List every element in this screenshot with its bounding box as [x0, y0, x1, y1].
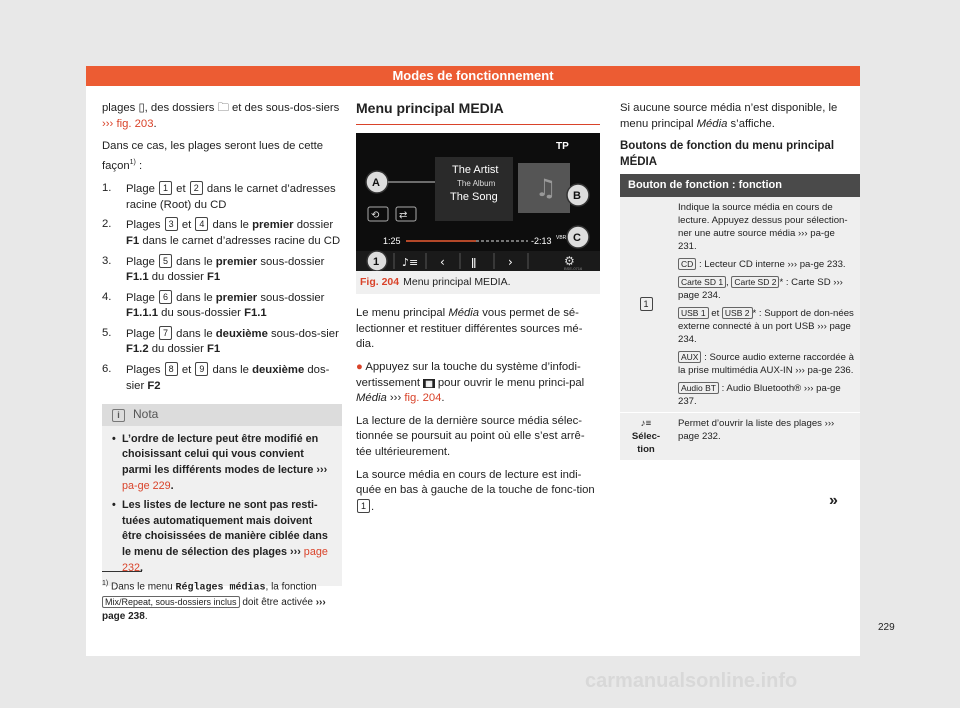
sd2-button: Carte SD 2	[731, 276, 779, 288]
folder-label: deuxième	[215, 327, 268, 340]
list-text: du sous-dossier	[158, 307, 245, 320]
table-row: 1 Indique la source média en cours de lecture. Appuyez dessus pour sélection-ner une autre source média ››› pa-ge 231. CD : Lecteur CD interne ››› pa-ge 233. Carte SD 1 , Carte SD 2 * : Carte SD ››› page 234. USB 1 et USB 2 * : Support de don-nées externe connecté à un port USB ››› page 234. AUX : Source audio externe raccordée à la prise multimédia AUX-IN ››› pa-ge 236. Audio BT : Audio Bluetooth® ››› pa-ge 237.	[620, 197, 860, 413]
media-screen-figure	[356, 133, 600, 271]
list-number: 3.	[102, 254, 112, 267]
svg-text:A: A	[372, 176, 380, 189]
playback-order-list	[102, 181, 342, 394]
list-text: sous-dossier	[257, 291, 325, 304]
section-title: Menu principal MEDIA	[356, 101, 600, 125]
table-header: Bouton de fonction : fonction	[620, 174, 860, 197]
next-icon: ›	[508, 254, 513, 269]
intro-paragraph: plages ▯, des dossiers 🗀 et des sous-dos-siers ››› fig. 203.	[102, 102, 340, 130]
fig-203-link[interactable]: fig. 203	[116, 117, 154, 130]
track-number-badge: 9	[195, 362, 208, 376]
page-238-link[interactable]: ››› page 238	[102, 597, 326, 623]
remaining-time: -2:13	[531, 235, 552, 246]
list-item	[102, 326, 342, 358]
aux-button: AUX	[678, 351, 701, 363]
list-text: sous-dossier	[257, 255, 325, 268]
manual-page	[86, 66, 895, 656]
usb2-button: USB 2	[722, 307, 753, 319]
folder-label: premier	[252, 219, 294, 232]
figure-code: BSE-0716	[564, 265, 583, 271]
list-text: du dossier	[148, 271, 208, 284]
table-row: ♪≡ Sélec-tion Permet d’ouvrir la liste des plages ››› page 232.	[620, 413, 860, 461]
note-item: • Les listes de lecture ne sont pas resti-tuées automatiquement mais doivent être choisissées de manière ciblée dans le menu de sélection des plages ››› page 232.	[112, 498, 332, 576]
footnote-divider	[102, 571, 142, 572]
list-text: dans le carnet d’adresses racine du CD	[139, 234, 341, 247]
track-number-badge: 7	[159, 326, 172, 340]
folder-label: premier	[215, 255, 258, 268]
elapsed-time: 1:25	[383, 235, 401, 246]
repeat-icon: ⟲	[371, 209, 380, 221]
list-text: Plage	[126, 327, 159, 340]
playlist-icon: ♪≡	[402, 255, 419, 269]
list-text: et	[173, 183, 189, 196]
continue-chevron: »	[829, 492, 838, 509]
usb1-button: USB 1	[678, 307, 709, 319]
track-icon: ▯	[138, 102, 145, 114]
list-number: 5.	[102, 326, 112, 339]
list-text: Plage	[126, 183, 159, 196]
page-229-link[interactable]: pa-ge 229	[122, 479, 171, 492]
media-screen-illustration	[356, 133, 600, 271]
song-name: The Song	[450, 190, 498, 203]
folder-label: F1	[126, 234, 140, 247]
folder-label: F1.1	[244, 307, 267, 320]
tp-indicator: TP	[556, 140, 569, 152]
track-number-badge: 1	[159, 181, 172, 195]
folder-label: premier	[215, 291, 258, 304]
track-number-badge: 4	[195, 217, 208, 231]
folder-label: F1	[207, 271, 221, 284]
list-text: dos-sier	[126, 364, 330, 392]
list-text: dossier	[293, 219, 334, 232]
no-source-paragraph: Si aucune source média n’est disponible, le menu principal Média s’affiche.	[620, 102, 838, 130]
page-number: 229	[878, 622, 895, 633]
cd-button: CD	[678, 258, 696, 270]
svg-text:1: 1	[373, 255, 380, 268]
mix-repeat-option: Mix/Repeat, sous-dossiers inclus	[102, 596, 240, 608]
folder-icon: 🗀	[217, 102, 229, 114]
list-number: 4.	[102, 290, 112, 303]
list-text: Plages	[126, 219, 164, 232]
info-icon: i	[112, 409, 125, 422]
pause-icon: ǁ	[471, 255, 477, 269]
list-item	[102, 254, 342, 286]
note-item: • L’ordre de lecture peut être modifié en choisissant celui qui vous convient parmi les différents modes de lecture ››› pa-ge 229.	[112, 432, 332, 494]
figure-caption: Fig. 204 Menu principal MEDIA.	[356, 271, 600, 295]
list-item	[102, 181, 342, 213]
list-text: sous-dos-sier	[267, 327, 339, 340]
folder-label: F1	[207, 343, 221, 356]
list-item	[102, 362, 342, 394]
list-text: dans le	[173, 255, 216, 268]
sd1-button: Carte SD 1	[678, 276, 726, 288]
note-list	[102, 432, 342, 576]
list-text: dans le	[173, 291, 216, 304]
note-header: i Nota	[102, 404, 342, 426]
vbr-indicator: VBR	[556, 234, 567, 241]
track-number-badge: 2	[190, 181, 203, 195]
source-paragraph: La source média en cours de lecture est indi-quée en bas à gauche de la touche de fonc-tion 1 .	[356, 468, 595, 513]
track-number-badge: 8	[165, 362, 178, 376]
artist-name: The Artist	[452, 163, 499, 176]
column-middle	[356, 101, 600, 522]
track-number-badge: 5	[159, 254, 172, 268]
fig-204-link[interactable]: fig. 204	[404, 392, 442, 405]
album-name: The Album	[457, 178, 496, 188]
media-key-icon: ▦	[425, 378, 433, 388]
order-paragraph: Dans ce cas, les plages seront lues de cette façon$^{1)}$ :	[102, 140, 324, 172]
bt-audio-button: Audio BT	[678, 382, 719, 394]
column-right	[620, 101, 860, 461]
folder-label: F1.2	[126, 343, 149, 356]
note-box	[102, 404, 342, 586]
svg-text:C: C	[573, 231, 581, 244]
svg-text:B: B	[573, 189, 581, 202]
media-intro-paragraph: Le menu principal Média vous permet de sé-lectionner et restituer différentes sources mé-dia.	[356, 307, 583, 351]
page-232-link[interactable]: page 232	[122, 546, 328, 574]
list-text: du dossier	[148, 343, 208, 356]
shuffle-icon: ⇄	[399, 209, 408, 221]
resume-paragraph: La lecture de la dernière source média sélec-tionnée se poursuit au point où elle s’est arrê-tée ultérieurement.	[356, 414, 585, 458]
previous-icon: ‹	[440, 254, 445, 269]
list-number: 1.	[102, 182, 112, 195]
list-text: Plages	[126, 364, 164, 377]
list-text: et	[178, 364, 195, 377]
bullet-icon: ●	[356, 360, 366, 373]
instruction-paragraph: ● Appuyez sur la touche du système d’infodi-vertissement ▦ pour ouvrir le menu princi-pal Média ››› fig. 204.	[356, 360, 585, 405]
function-buttons-table	[620, 174, 860, 461]
column-left	[102, 101, 342, 586]
list-text: dans le	[209, 364, 253, 377]
folder-label: F1.1	[126, 271, 149, 284]
footnote: $^{1)}$ Dans le menu Réglages médias, la fonction Mix/Repeat, sous-dossiers inclus doit être activée ››› page 238.	[102, 571, 342, 624]
track-number-badge: 6	[159, 290, 172, 304]
settings-gear-icon: ⚙	[564, 253, 575, 268]
list-text: Plage	[126, 291, 159, 304]
list-item	[102, 217, 342, 249]
list-text: dans le carnet d’adresses racine (Root) du CD	[126, 183, 336, 211]
page-header: Modes de fonctionnement	[86, 66, 860, 86]
list-text: Plage	[126, 255, 159, 268]
playlist-icon: ♪≡	[640, 418, 652, 430]
list-number: 2.	[102, 218, 112, 231]
list-text: et	[178, 219, 195, 232]
list-text: dans le	[173, 327, 216, 340]
table-heading: Boutons de fonction du menu principal MÉDIA	[620, 140, 835, 168]
track-number-badge: 3	[165, 217, 178, 231]
list-text: dans le	[209, 219, 253, 232]
folder-label: deuxième	[252, 364, 305, 377]
folder-label: F2	[147, 379, 161, 392]
folder-label: F1.1.1	[126, 307, 159, 320]
music-note-icon: ♫	[535, 173, 557, 202]
list-number: 6.	[102, 363, 112, 376]
watermark: carmanualsonline.info	[585, 670, 798, 692]
list-item	[102, 290, 342, 322]
